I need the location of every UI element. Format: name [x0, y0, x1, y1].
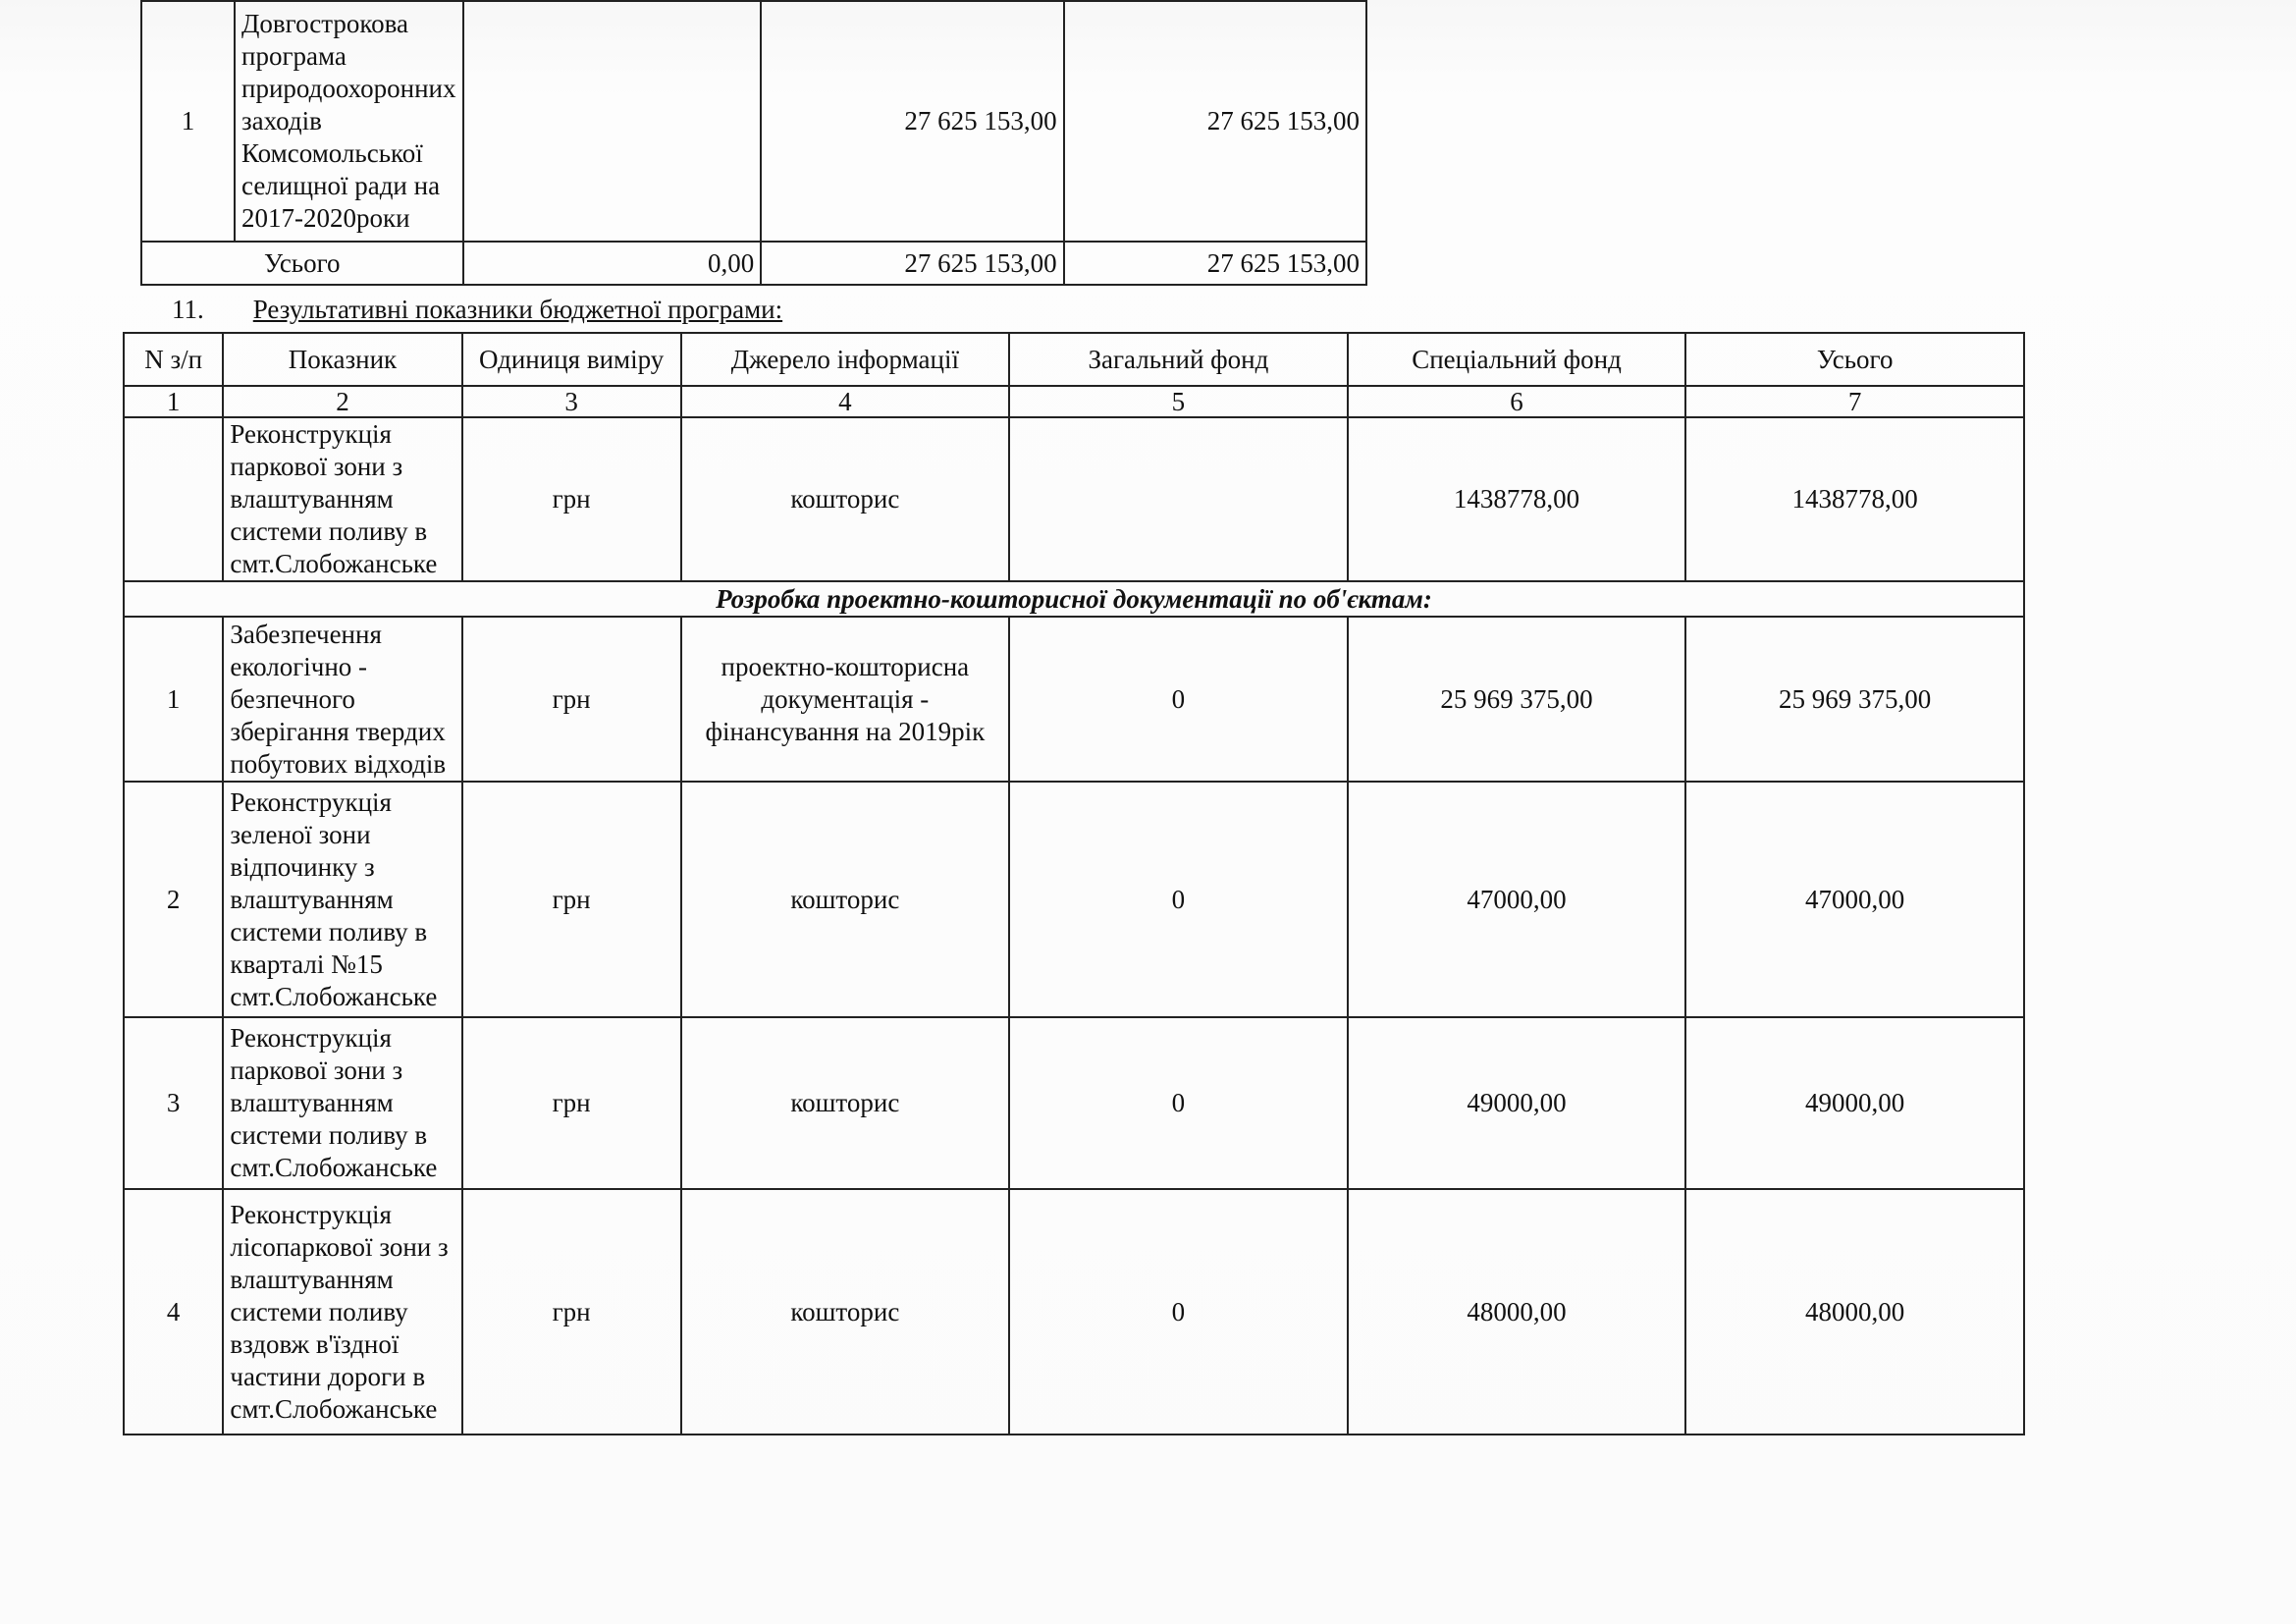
general-fund-cell: 0 — [1009, 782, 1348, 1017]
table-row — [124, 617, 2024, 782]
header-cell: Джерело інформації — [681, 333, 1009, 386]
column-number: 4 — [681, 386, 1009, 417]
unit-cell: грн — [462, 417, 681, 581]
general-fund-cell — [1009, 417, 1348, 581]
header-cell: Усього — [1685, 333, 2024, 386]
special-fund-cell: 1438778,00 — [1348, 417, 1686, 581]
section-heading — [172, 295, 782, 325]
row-number: 4 — [124, 1189, 223, 1435]
header-cell: N з/п — [124, 333, 223, 386]
unit-cell: грн — [462, 617, 681, 782]
table-row — [124, 782, 2024, 1017]
table-row — [124, 417, 2024, 581]
source-cell: проектно-кошторисна документація - фінансування на 2019рік — [681, 617, 1009, 782]
column-number: 1 — [124, 386, 223, 417]
unit-cell: грн — [462, 1189, 681, 1435]
source-cell: кошторис — [681, 782, 1009, 1017]
total-row — [141, 242, 1366, 285]
header-cell: Одиниця виміру — [462, 333, 681, 386]
section-number: 11. — [172, 295, 204, 324]
header-cell: Загальний фонд — [1009, 333, 1348, 386]
indicator-name: Реконструкція лісопаркової зони з влаштуванням системи поливу вздовж в'їздної частини дороги в смт.Слобожанське — [223, 1189, 461, 1435]
special-fund-cell: 49000,00 — [1348, 1017, 1686, 1189]
special-fund-cell: 25 969 375,00 — [1348, 617, 1686, 782]
program-name: Довгострокова програма природоохоронних заходів Комсомольської селищної ради на 2017-2020роки — [235, 1, 463, 242]
indicator-name: Забезпечення екологічно - безпечного зберігання твердих побутових відходів — [223, 617, 461, 782]
header-cell: Спеціальний фонд — [1348, 333, 1686, 386]
subheading-row — [124, 581, 2024, 617]
row-number: 1 — [141, 1, 235, 242]
column-number: 3 — [462, 386, 681, 417]
table-row — [124, 1017, 2024, 1189]
subheading: Розробка проектно-кошторисної документації по об'єктам: — [124, 581, 2024, 617]
source-cell: кошторис — [681, 1017, 1009, 1189]
table-row — [141, 1, 1366, 242]
header-cell: Показник — [223, 333, 461, 386]
header-row — [124, 333, 2024, 386]
table-row — [124, 1189, 2024, 1435]
program-funding-table — [140, 0, 1367, 286]
column-number-row — [124, 386, 2024, 417]
special-fund-cell: 48000,00 — [1348, 1189, 1686, 1435]
row-number: 1 — [124, 617, 223, 782]
special-fund-value: 27 625 153,00 — [761, 1, 1063, 242]
general-fund-value — [463, 1, 762, 242]
total-cell: 48000,00 — [1685, 1189, 2024, 1435]
unit-cell: грн — [462, 782, 681, 1017]
column-number: 5 — [1009, 386, 1348, 417]
column-number: 6 — [1348, 386, 1686, 417]
source-cell: кошторис — [681, 1189, 1009, 1435]
total-general: 0,00 — [463, 242, 762, 285]
column-number: 2 — [223, 386, 461, 417]
special-fund-cell: 47000,00 — [1348, 782, 1686, 1017]
total-special: 27 625 153,00 — [761, 242, 1063, 285]
total-value: 27 625 153,00 — [1064, 1, 1366, 242]
indicator-name: Реконструкція паркової зони з влаштуванням системи поливу в смт.Слобожанське — [223, 417, 461, 581]
total-all: 27 625 153,00 — [1064, 242, 1366, 285]
general-fund-cell: 0 — [1009, 617, 1348, 782]
unit-cell: грн — [462, 1017, 681, 1189]
total-cell: 1438778,00 — [1685, 417, 2024, 581]
general-fund-cell: 0 — [1009, 1189, 1348, 1435]
indicator-name: Реконструкція паркової зони з влаштуванням системи поливу в смт.Слобожанське — [223, 1017, 461, 1189]
total-label: Усього — [141, 242, 463, 285]
source-cell: кошторис — [681, 417, 1009, 581]
total-cell: 49000,00 — [1685, 1017, 2024, 1189]
total-cell: 25 969 375,00 — [1685, 617, 2024, 782]
performance-indicators-table — [123, 332, 2025, 1435]
row-number: 3 — [124, 1017, 223, 1189]
column-number: 7 — [1685, 386, 2024, 417]
total-cell: 47000,00 — [1685, 782, 2024, 1017]
general-fund-cell: 0 — [1009, 1017, 1348, 1189]
row-number — [124, 417, 223, 581]
section-title: Результативні показники бюджетної програми: — [252, 295, 783, 324]
row-number: 2 — [124, 782, 223, 1017]
indicator-name: Реконструкція зеленої зони відпочинку з влаштуванням системи поливу в кварталі №15 смт.Слобожанське — [223, 782, 461, 1017]
